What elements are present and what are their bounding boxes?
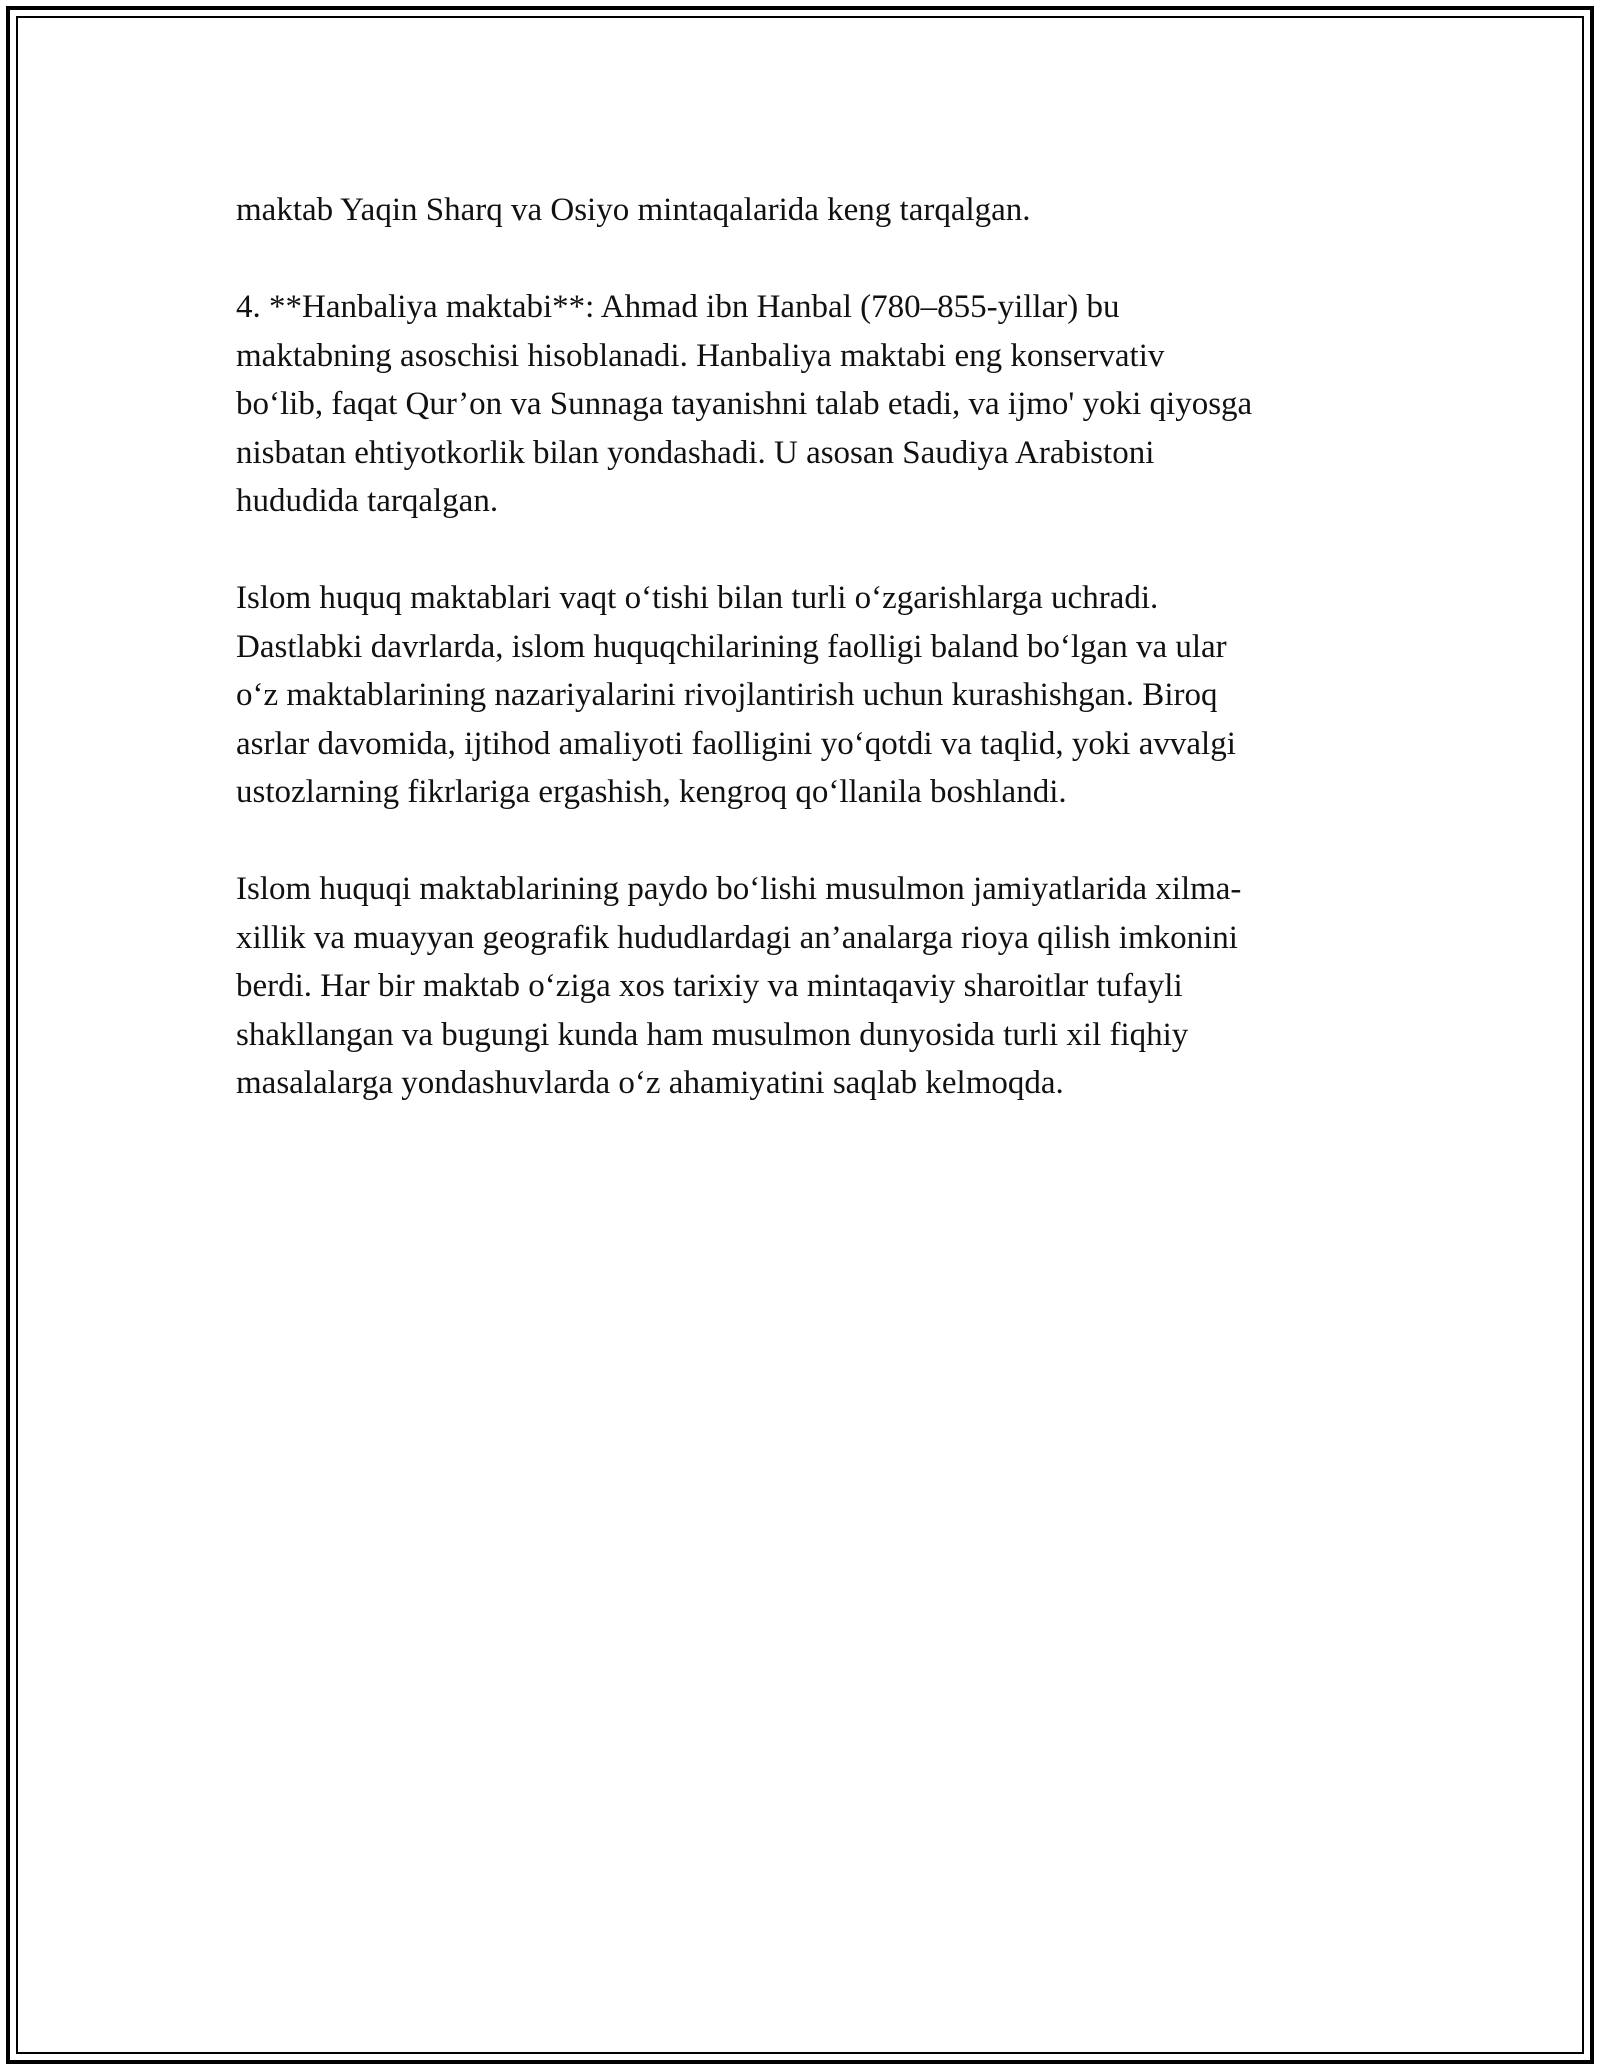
- paragraph-school-changes: Islom huquq maktablari vaqt o‘tishi bilan turli o‘zgarishlarga uchradi. Dastlabki davrlarda, islom huquqchilarining faolligi baland bo‘lgan va ular o‘z maktablarining nazariyalarini rivojlantirish uchun kurashishgan. Biroq asrlar davomida, ijtihod amaliyoti faolligini yo‘qotdi va taqlid, yoki avvalgi ustozlarning fikrlariga ergashish, kengroq qo‘llanila boshlandi.: [236, 580, 1236, 810]
- document-body: [236, 186, 1376, 1156]
- paragraph-continuation: maktab Yaqin Sharq va Osiyo mintaqalarida keng tarqalgan.: [236, 192, 1031, 228]
- paragraph-school-significance: Islom huquqi maktablarining paydo bo‘lishi musulmon jamiyatlarida xilma- xillik va muayyan geografik hududlardagi an’analarga rioya qilish imkonini berdi. Har bir maktab o‘ziga xos tarixiy va mintaqaviy sharoitlar tufayli shakllangan va bugungi kunda ham musulmon dunyosida turli xil fiqhiy masalalarga yondashuvlarda o‘z ahamiyatini saqlab kelmoqda.: [236, 871, 1242, 1101]
- paragraph-hanbali-school: 4. **Hanbaliya maktabi**: Ahmad ibn Hanbal (780–855-yillar) bu maktabning asoschisi hisoblanadi. Hanbaliya maktabi eng konservativ bo‘lib, faqat Qur’on va Sunnaga tayanishni talab etadi, va ijmo' yoki qiyosga nisbatan ehtiyotkorlik bilan yondashadi. U asosan Saudiya Arabistoni hududida tarqalgan.: [236, 289, 1253, 519]
